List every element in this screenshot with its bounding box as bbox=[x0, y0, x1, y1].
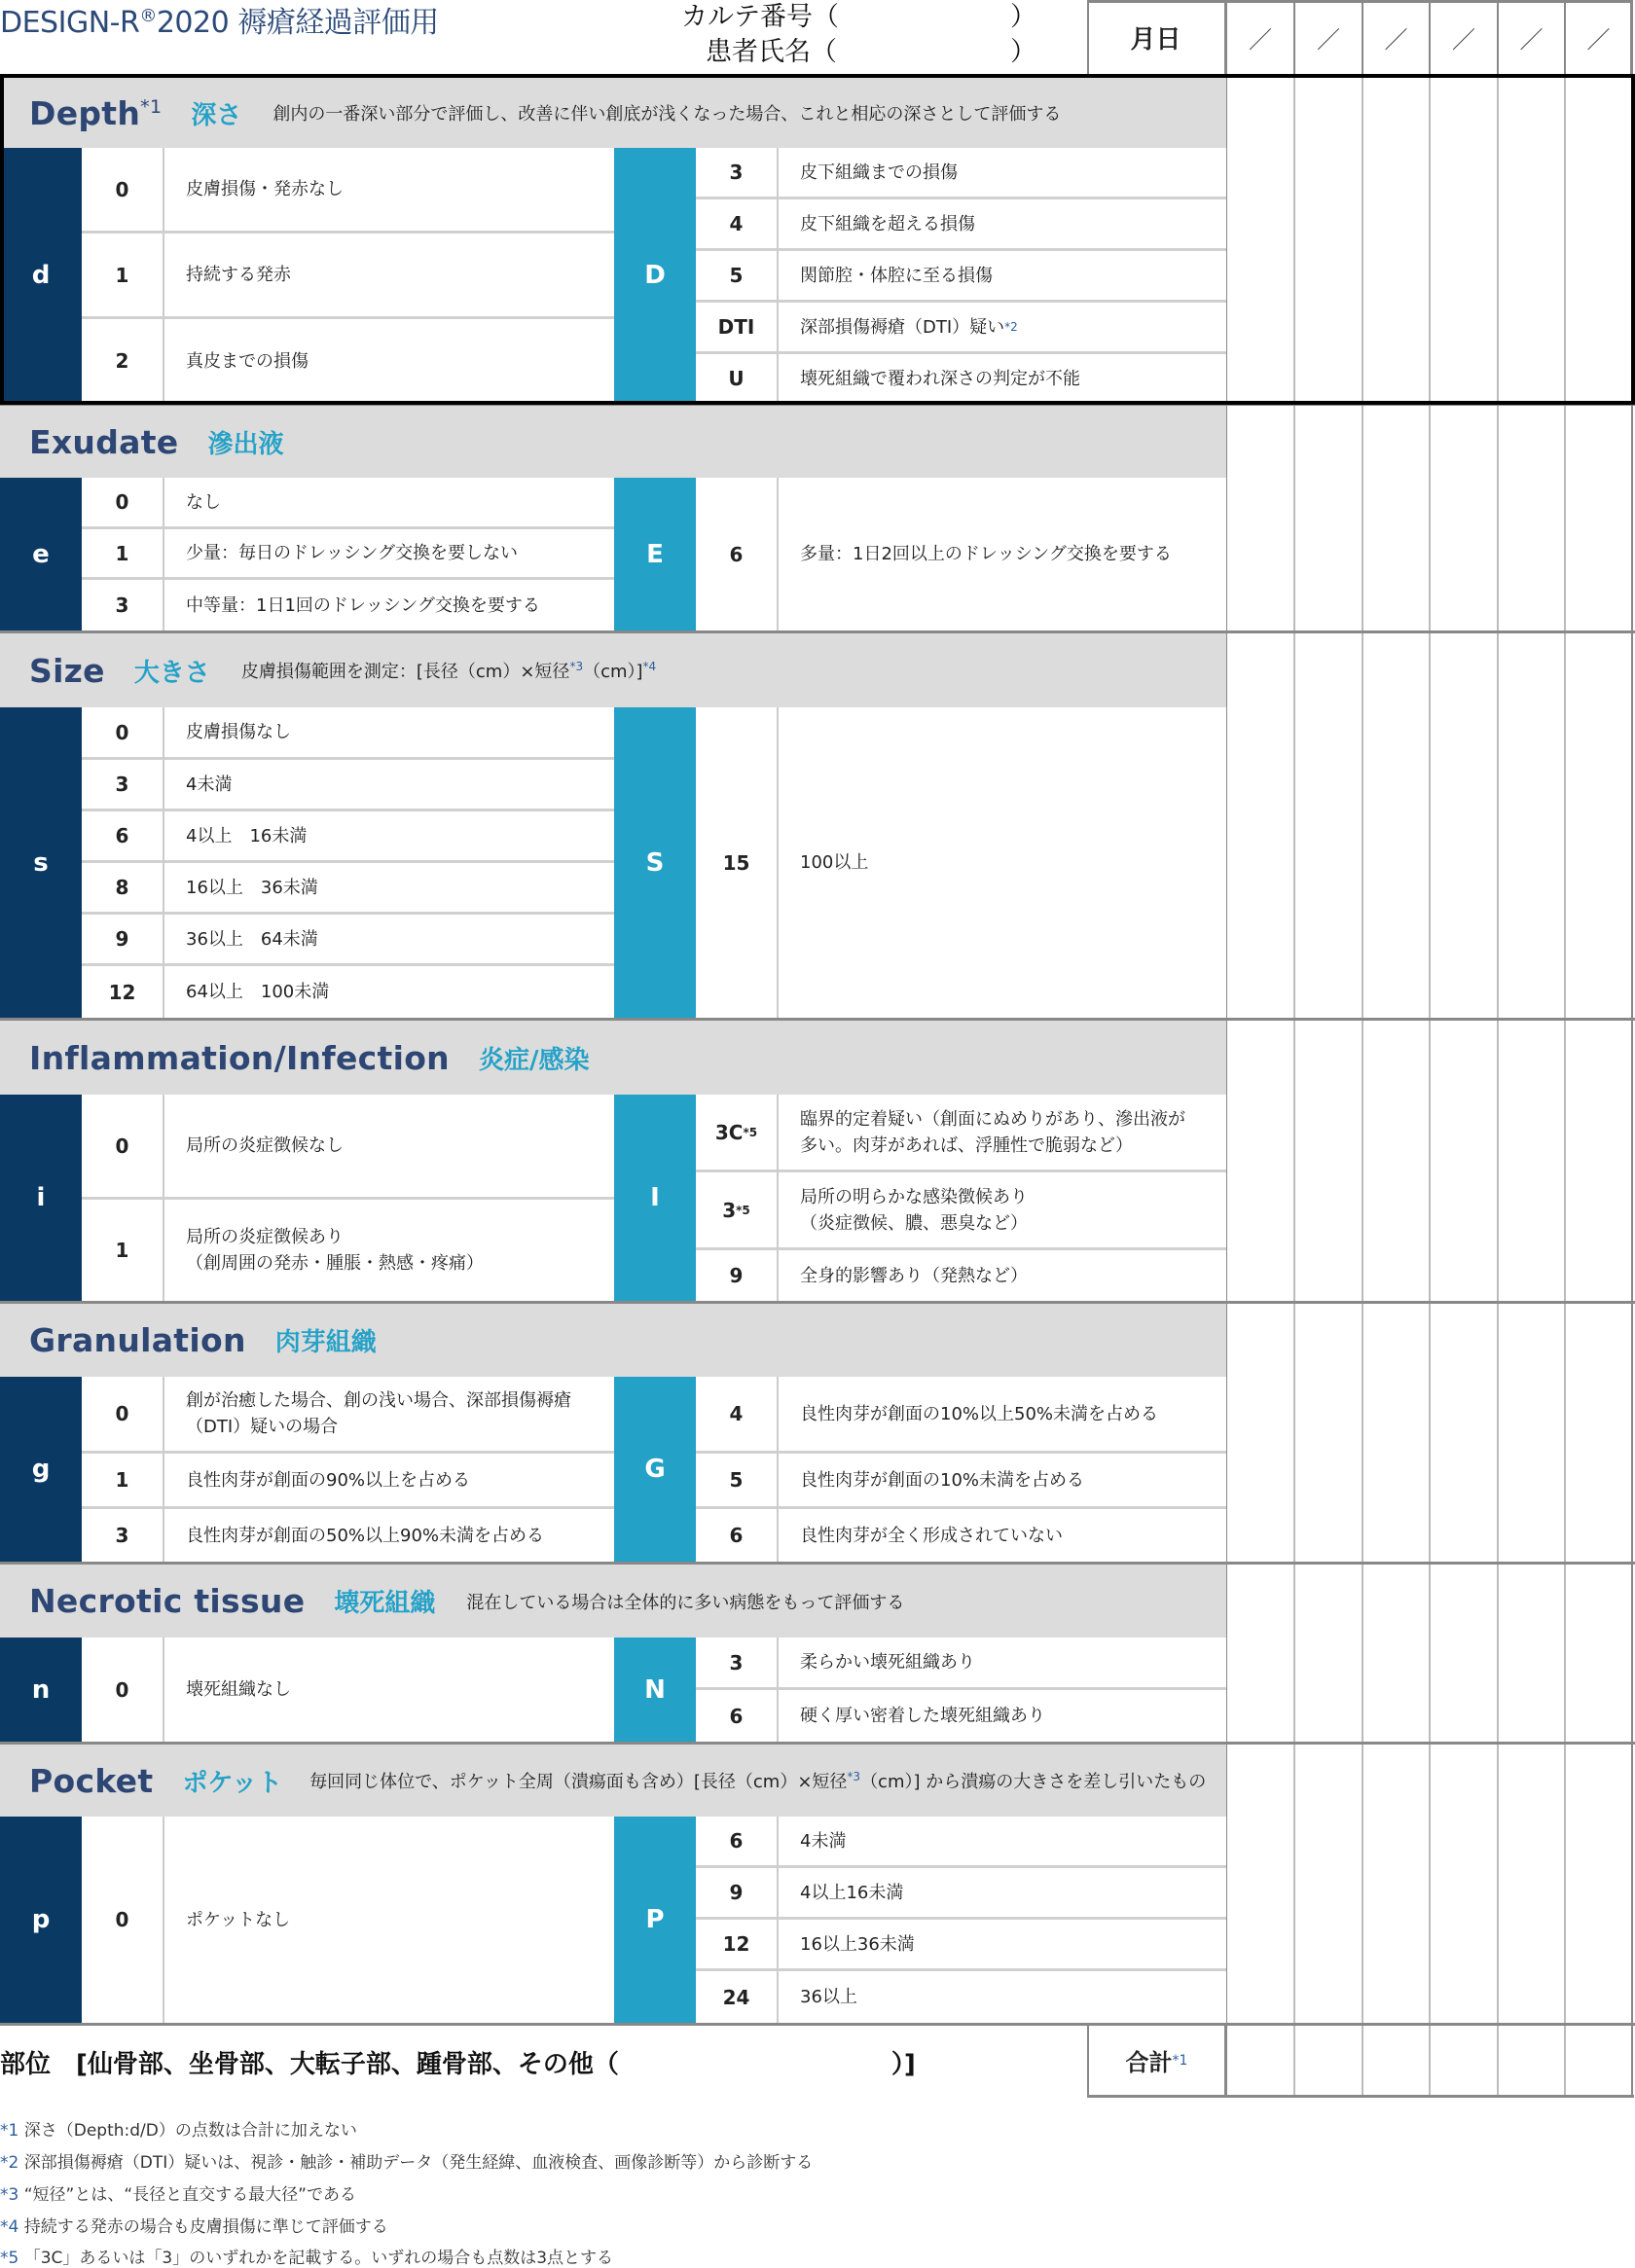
score-cell: 0 bbox=[82, 1377, 164, 1454]
code-high-I: I bbox=[614, 1095, 696, 1301]
score-cell: 3 bbox=[82, 580, 164, 630]
score-cell: 3 bbox=[696, 1638, 779, 1690]
chart-number-label: カルテ番号（ bbox=[681, 2, 839, 32]
month-day-label: 月日 bbox=[1087, 0, 1226, 74]
desc-cell: 局所の明らかな感染徴候あり （炎症徴候、膿、悪臭など） bbox=[779, 1172, 1226, 1250]
score-cell: 6 bbox=[82, 811, 164, 863]
section-header-necrotic bbox=[0, 1565, 1226, 1638]
section-title-en: Granulation bbox=[29, 1321, 246, 1359]
section-title-jp: 滲出液 bbox=[207, 429, 284, 459]
score-cell: 9 bbox=[82, 915, 164, 966]
desc-cell: 創が治癒した場合、創の浅い場合、深部損傷褥瘡 （DTI）疑いの場合 bbox=[164, 1377, 614, 1454]
desc-cell: 硬く厚い密着した壊死組織あり bbox=[779, 1690, 1226, 1742]
score-cell: U bbox=[696, 354, 779, 403]
code-high-D: D bbox=[614, 148, 696, 403]
code-high-G: G bbox=[614, 1377, 696, 1562]
score-cell: 3C *5 bbox=[696, 1095, 779, 1172]
desc-cell: 深部損傷褥瘡（DTI）疑い *2 bbox=[779, 303, 1226, 354]
section-header-granulation bbox=[0, 1304, 1226, 1377]
desc-cell: 持続する発赤 bbox=[164, 234, 614, 319]
section-note: 混在している場合は全体的に多い病態をもって評価する bbox=[466, 1592, 905, 1613]
code-low-i: i bbox=[0, 1095, 82, 1301]
form-title: DESIGN-R®2020 褥瘡経過評価用 bbox=[0, 6, 439, 40]
section-header-exudate bbox=[0, 406, 1226, 478]
footnote-2: *2 深部損傷褥瘡（DTI）疑いは、視診・触診・補助データ（発生経緯、血液検査、画像診断等）から診断する bbox=[0, 2153, 814, 2173]
desc-cell: 多量：1日2回以上のドレッシング交換を要する bbox=[779, 478, 1226, 630]
grid-line bbox=[1564, 0, 1566, 74]
date-slot-4[interactable]: ／ bbox=[1452, 25, 1475, 54]
depth-highlight-frame bbox=[0, 74, 1635, 405]
section-title-jp: 壊死組織 bbox=[334, 1589, 436, 1618]
date-slot-2[interactable]: ／ bbox=[1317, 25, 1340, 54]
code-low-d: d bbox=[0, 148, 82, 403]
code-low-s: s bbox=[0, 707, 82, 1018]
score-cell: 4 bbox=[696, 1377, 779, 1454]
desc-cell: なし bbox=[164, 478, 614, 529]
code-low-e: e bbox=[0, 478, 82, 630]
score-cell: 4 bbox=[696, 199, 779, 251]
score-cell: 5 bbox=[696, 251, 779, 303]
date-slot-5[interactable]: ／ bbox=[1519, 25, 1544, 54]
desc-cell: 4未満 bbox=[164, 760, 614, 811]
footnote-5: *5 「3C」あるいは「3」のいずれかを記載する。いずれの場合も点数は3点とする bbox=[0, 2249, 614, 2268]
desc-cell: 64以上 100未満 bbox=[164, 966, 614, 1018]
code-low-p: p bbox=[0, 1817, 82, 2023]
desc-cell: 100以上 bbox=[779, 707, 1226, 1018]
score-cell: 5 bbox=[696, 1454, 779, 1509]
score-cell: 0 bbox=[82, 1817, 164, 2023]
footnote-4: *4 持続する発赤の場合も皮膚損傷に準じて評価する bbox=[0, 2217, 388, 2237]
section-header-pocket bbox=[0, 1745, 1226, 1817]
footnote-3: *3 “短径”とは、“長径と直交する最大径”である bbox=[0, 2185, 356, 2205]
grid-line bbox=[1429, 0, 1431, 74]
score-cell: 0 bbox=[82, 1095, 164, 1200]
date-slot-1[interactable]: ／ bbox=[1249, 25, 1272, 54]
score-cell: 3 bbox=[82, 760, 164, 811]
table-bottom-border bbox=[1226, 2095, 1634, 2098]
section-title-jp: 肉芽組織 bbox=[274, 1328, 377, 1357]
desc-cell: 4以上 16未満 bbox=[164, 811, 614, 863]
section-title-jp: 炎症/感染 bbox=[478, 1045, 590, 1075]
grid-line bbox=[1362, 0, 1363, 74]
score-cell: 1 bbox=[82, 1200, 164, 1301]
section-title-en: Inflammation/Infection bbox=[29, 1038, 450, 1077]
desc-cell: 4未満 bbox=[779, 1817, 1226, 1868]
section-note: 創内の一番深い部分で評価し、改善に伴い創底が浅くなった場合、これと相応の深さとして評価する bbox=[272, 104, 1062, 125]
score-cell: 12 bbox=[696, 1920, 779, 1971]
section-title-en: Pocket bbox=[29, 1761, 154, 1800]
section-title-jp: ポケット bbox=[182, 1768, 283, 1798]
chart-number-field[interactable]: カルテ番号（ ） bbox=[681, 0, 1036, 35]
score-cell: 1 bbox=[82, 1454, 164, 1509]
code-low-g: g bbox=[0, 1377, 82, 1562]
score-cell: 9 bbox=[696, 1250, 779, 1301]
date-slot-3[interactable]: ／ bbox=[1384, 25, 1408, 54]
score-cell: 2 bbox=[82, 319, 164, 403]
section-header-size bbox=[0, 633, 1226, 707]
desc-cell: ポケットなし bbox=[164, 1817, 614, 2023]
score-cell: 15 bbox=[696, 707, 779, 1018]
desc-cell: 柔らかい壊死組織あり bbox=[779, 1638, 1226, 1690]
code-high-N: N bbox=[614, 1638, 696, 1742]
desc-cell: 16以上 36未満 bbox=[164, 863, 614, 915]
section-title-en: Exudate bbox=[29, 422, 179, 461]
score-cell: DTI bbox=[696, 303, 779, 354]
desc-cell: 臨界的定着疑い（創面にぬめりがあり、滲出液が 多い。肉芽があれば、浮腫性で脆弱など） bbox=[779, 1095, 1226, 1172]
code-high-E: E bbox=[614, 478, 696, 630]
score-cell: 3 bbox=[696, 148, 779, 199]
total-label: 合計 *1 bbox=[1087, 2024, 1226, 2098]
score-cell: 0 bbox=[82, 1638, 164, 1742]
desc-cell: 皮下組織を超える損傷 bbox=[779, 199, 1226, 251]
score-cell: 9 bbox=[696, 1868, 779, 1920]
score-cell: 6 bbox=[696, 1509, 779, 1562]
desc-cell: 良性肉芽が創面の10%以上50%未満を占める bbox=[779, 1377, 1226, 1454]
section-title-jp: 深さ bbox=[191, 100, 242, 130]
desc-cell: 関節腔・体腔に至る損傷 bbox=[779, 251, 1226, 303]
desc-cell: 4以上16未満 bbox=[779, 1868, 1226, 1920]
desc-cell: 皮下組織までの損傷 bbox=[779, 148, 1226, 199]
desc-cell: 良性肉芽が全く形成されていない bbox=[779, 1509, 1226, 1562]
section-title-en: Size bbox=[29, 651, 105, 690]
score-cell: 3 *5 bbox=[696, 1172, 779, 1250]
score-cell: 0 bbox=[82, 148, 164, 234]
desc-cell: 少量：毎日のドレッシング交換を要しない bbox=[164, 529, 614, 580]
patient-name-label: 患者氏名（ bbox=[706, 37, 837, 67]
footnote-1: *1 深さ（Depth:d/D）の点数は合計に加えない bbox=[0, 2121, 357, 2141]
desc-cell: 中等量：1日1回のドレッシング交換を要する bbox=[164, 580, 614, 630]
score-cell: 6 bbox=[696, 1817, 779, 1868]
section-title-en: Depth$^{*1}$ bbox=[29, 93, 163, 132]
desc-cell: 皮膚損傷・発赤なし bbox=[164, 148, 614, 234]
section-title-jp: 大きさ bbox=[133, 658, 210, 688]
grid-line bbox=[1293, 0, 1295, 74]
desc-cell: 良性肉芽が創面の10%未満を占める bbox=[779, 1454, 1226, 1509]
desc-cell: 壊死組織で覆われ深さの判定が不能 bbox=[779, 354, 1226, 403]
desc-cell: 皮膚損傷なし bbox=[164, 707, 614, 760]
section-note: 皮膚損傷範囲を測定：[長径（cm）×短径$^{*3}$（cm）]$^{*4}$ bbox=[240, 660, 657, 682]
desc-cell: 良性肉芽が創面の50%以上90%未満を占める bbox=[164, 1509, 614, 1562]
section-note: 毎回同じ体位で、ポケット全周（潰瘍面も含め）[長径（cm）×短径$^{*3}$（cm）] から潰瘍の大きさを差し引いたもの bbox=[309, 1770, 1207, 1792]
code-low-n: n bbox=[0, 1638, 82, 1742]
score-cell: 8 bbox=[82, 863, 164, 915]
desc-cell: 36以上 64未満 bbox=[164, 915, 614, 966]
date-slot-6[interactable]: ／ bbox=[1586, 25, 1611, 54]
code-high-P: P bbox=[614, 1817, 696, 2023]
score-cell: 0 bbox=[82, 478, 164, 529]
desc-cell: 16以上36未満 bbox=[779, 1920, 1226, 1971]
desc-cell: 局所の炎症徴候あり （創周囲の発赤・腫脹・熱感・疼痛） bbox=[164, 1200, 614, 1301]
score-cell: 1 bbox=[82, 234, 164, 319]
grid-line bbox=[1497, 0, 1499, 74]
score-cell: 24 bbox=[696, 1971, 779, 2023]
score-cell: 6 bbox=[696, 1690, 779, 1742]
wound-site-field[interactable]: 部位 [仙骨部、坐骨部、大転子部、踵骨部、その他（ ）] bbox=[0, 2049, 916, 2079]
desc-cell: 全身的影響あり（発熱など） bbox=[779, 1250, 1226, 1301]
desc-cell: 局所の炎症徴候なし bbox=[164, 1095, 614, 1200]
patient-info bbox=[681, 0, 1036, 70]
section-header-inflammation bbox=[0, 1021, 1226, 1095]
score-cell: 12 bbox=[82, 966, 164, 1018]
desc-cell: 真皮までの損傷 bbox=[164, 319, 614, 403]
desc-cell: 良性肉芽が創面の90%以上を占める bbox=[164, 1454, 614, 1509]
desc-cell: 36以上 bbox=[779, 1971, 1226, 2023]
patient-name-field[interactable]: 患者氏名（ ） bbox=[681, 35, 1036, 70]
score-cell: 1 bbox=[82, 529, 164, 580]
score-cell: 6 bbox=[696, 478, 779, 630]
score-cell: 3 bbox=[82, 1509, 164, 1562]
desc-cell: 壊死組織なし bbox=[164, 1638, 614, 1742]
score-cell: 0 bbox=[82, 707, 164, 760]
section-title-en: Necrotic tissue bbox=[29, 1582, 306, 1620]
code-high-S: S bbox=[614, 707, 696, 1018]
